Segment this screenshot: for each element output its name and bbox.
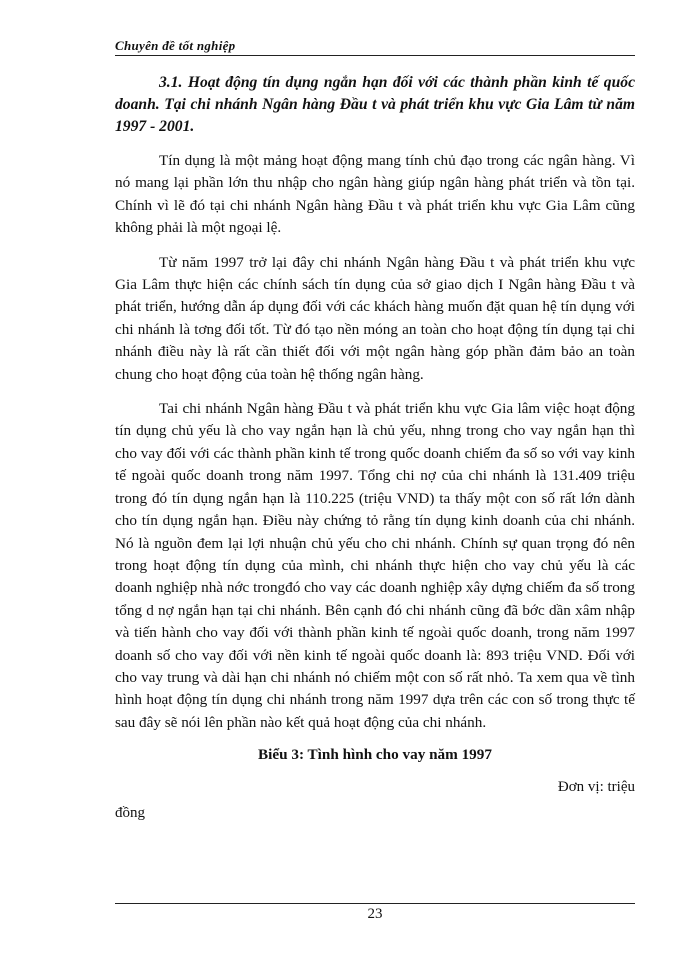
header-title: Chuyên đề tốt nghiệp [115,38,236,53]
page-number: 23 [367,906,383,922]
footer-rule [115,903,635,904]
section-heading: 3.1. Hoạt động tín dụng ngắn hạn đối với các thành phần kinh tế quốc doanh. Tại chi nhánh Ngân hàng Đầu t và phát triển khu vực Gia Lâm từ năm 1997 - 2001. [115,74,635,135]
unit-label-continued: đồng [115,805,145,822]
table-title: Biểu 3: Tình hình cho vay năm 1997 [258,746,492,764]
paragraph-1: Tín dụng là một mảng hoạt động mang tính chủ đạo trong các ngân hàng. Vì nó mang lại phần lớn thu nhập cho ngân hàng giúp ngân hàng phát triển và tồn tại. Chính vì lẽ đó tại chi nhánh Ngân hàng Đầu t và phát triển khu vực Gia Lâm cũng không phải là một ngoại lệ. [115,152,635,237]
document-body [115,72,635,826]
page-header [115,38,635,58]
header-rule [115,55,635,56]
paragraph-3: Tai chi nhánh Ngân hàng Đầu t và phát triển khu vực Gia lâm việc hoạt động tín dụng chủ yếu là cho vay ngắn hạn là chủ yếu, nhng trong cho vay ngắn hạn thì cho vay đối với các thành phần kinh tế trong quốc doanh chiếm đa số so với vay kinh tế ngoài quốc doanh trong năm 1997. Tổng chi nợ của chi nhánh là 131.409 triệu trong đó tín dụng ngắn hạn là 110.225 (triệu VND) ta thấy một con số rất lớn dành cho tín dụng ngắn hạn. Điều này chứng tỏ rằng tín dụng kinh doanh của chi nhánh. Nó là nguồn đem lại lợi nhuận chủ yếu cho chi nhánh. Chính sự quan trọng đó nên trong hoạt động tín dụng của mình, chi nhánh thực hiện cho vay chủ yếu là các doanh nghiệp nhà nớc trongđó cho vay các doanh nghiệp xây dựng chiếm đa số trong tổng d nợ ngắn hạn tại chi nhánh. Bên cạnh đó chi nhánh cũng đã bớc dần xâm nhập và tiến hành cho vay đối với thành phần kinh tế ngoài quốc doanh, trong năm 1997 doanh số cho vay đối với nền kinh tế ngoài quốc doanh là: 893 triệu VND. Đối với cho vay trung và dài hạn chi nhánh nó chiếm một con số rất nhỏ. Ta xem qua về tình hình hoạt động tín dụng chi nhánh trong năm 1997 dựa trên các con số trong thực tế sau đây sẽ nói lên phần nào kết quả hoạt động của chi nhánh. [115,400,635,731]
paragraph-2: Từ năm 1997 trở lại đây chi nhánh Ngân hàng Đầu t và phát triển khu vực Gia Lâm thực hiện các chính sách tín dụng của sở giao dịch I Ngân hàng Đầu t và phát triển, hướng dẫn áp dụng đối với các khách hàng muốn đặt quan hệ tín dụng với chi nhánh là tơng đối tốt. Từ đó tạo nền móng an toàn cho hoạt động tín dụng tại chi nhánh điều này là rất cần thiết đối với một ngân hàng góp phần đảm bảo an toàn chung cho hoạt động của toàn hệ thống ngân hàng. [115,253,635,383]
unit-label: Đơn vị: triệu [557,779,635,796]
